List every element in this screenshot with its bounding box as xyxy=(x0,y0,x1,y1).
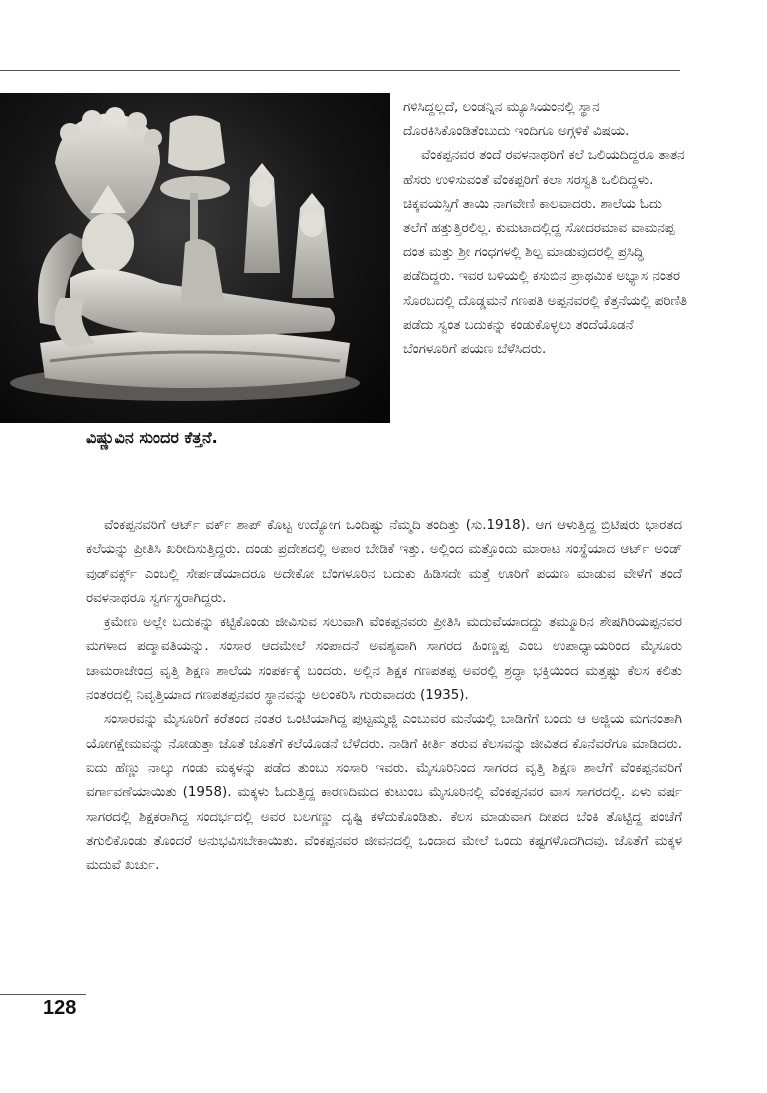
main-paragraph-1: ವೆಂಕಪ್ಪನವರಿಗೆ ಆರ್ಟ್ ವರ್ಕ್ ಶಾಪ್ ಕೊಟ್ಟ ಉದ್ಯೋಗ ಒಂದಿಷ್ಟು ನೆಮ್ಮದಿ ತಂದಿತ್ತು (ಸು.1918). ಆಗ ಆಳುತ್ತಿದ್ದ ಬ್ರಿಟಿಷರು ಭಾರತದ ಕಲೆಯನ್ನು ಪ್ರೀತಿಸಿ ಖರೀದಿಸುತ್ತಿದ್ದರು. ದಂಡು ಪ್ರದೇಶದಲ್ಲಿ ಅಪಾರ ಬೇಡಿಕೆ ಇತ್ತು. ಅಲ್ಲಿಂದ ಮತ್ತೊಂದು ಮಾರಾಟ ಸಂಸ್ಥೆಯಾದ ಆರ್ಟ್ ಅಂಡ್ ವುಡ್‌ವರ್ಕ್ಸ್ ಎಂಬಲ್ಲಿ ಸೇರ್ಪಡೆಯಾದರೂ ಅದೇಕೋ ಬೆಂಗಳೂರಿನ ಬದುಕು ಹಿಡಿಸದೇ ಮತ್ತೆ ಊರಿಗೆ ಪಯಣ ಮಾಡುವ ವೇಳೆಗೆ ತಂದೆ ರವಳನಾಥರೂ ಸ್ವರ್ಗಸ್ಥರಾಗಿದ್ದರು. xyxy=(86,518,682,606)
main-paragraph-2: ಕ್ರಮೇಣ ಅಲ್ಲೇ ಬದುಕನ್ನು ಕಟ್ಟಿಕೊಂಡು ಜೀವಿಸುವ ಸಲುವಾಗಿ ವೆಂಕಪ್ಪನವರು ಪ್ರೀತಿಸಿ ಮದುವೆಯಾದದ್ದು ತಮ್ಮೂರಿನ ಶೇಷಗಿರಿಯಪ್ಪನವರ ಮಗಳಾದ ಪದ್ಮಾವತಿಯನ್ನು. ಸಂಸಾರ ಆದಮೇಲೆ ಸಂಪಾದನೆ ಅವಶ್ಯವಾಗಿ ಸಾಗರದ ಹಿಂಣ್ಣಪ್ಪ ಎಂಬ ಉಪಾಧ್ಯಾಯರಿಂದ ಮೈಸೂರು ಚಾಮರಾಜೇಂದ್ರ ವೃತ್ತಿ ಶಿಕ್ಷಣ ಶಾಲೆಯ ಸಂಪರ್ಕಕ್ಕೆ ಬಂದರು. ಅಲ್ಲಿನ ಶಿಕ್ಷಕ ಗಣಪತಪ್ಪ ಅವರಲ್ಲಿ ಶ್ರದ್ಧಾ ಭಕ್ತಿಯಿಂದ ಮತ್ತಷ್ಟು ಕೆಲಸ ಕಲಿತು ನಂತರದಲ್ಲಿ ನಿವೃತ್ತಿಯಾದ ಗಣಪತಪ್ಪನವರ ಸ್ಥಾನವನ್ನು ಅಲಂಕರಿಸಿ ಗುರುವಾದರು (1935). xyxy=(86,615,682,704)
top-rule xyxy=(0,70,680,71)
reclining-vishnu-sculpture-image xyxy=(0,93,390,423)
image-caption: ವಿಷ್ಣುವಿನ ಸುಂದರ ಕೆತ್ತನೆ. xyxy=(86,428,218,447)
bottom-rule xyxy=(0,994,86,995)
page-number: 128 xyxy=(43,997,77,1019)
main-text-column xyxy=(86,514,682,878)
side-text-column xyxy=(403,96,688,362)
side-paragraph-2: ವೆಂಕಪ್ಪನವರ ತಂದೆ ರವಳನಾಥರಿಗೆ ಕಲೆ ಒಲಿಯದಿದ್ದರೂ ತಾತನ ಹೆಸರು ಉಳಿಸುವಂತೆ ವೆಂಕಪ್ಪರಿಗೆ ಕಲಾ ಸರಸ್ವತಿ ಒಲಿದಿದ್ದಳು. ಚಿಕ್ಕವಯಸ್ಸಿಗೆ ತಾಯಿ ನಾಗವೇಣಿ ಕಾಲವಾದರು. ಶಾಲೆಯ ಓದು ತಲೆಗೆ ಹತ್ತುತ್ತಿರಲಿಲ್ಲ. ಕುಮಟಾದಲ್ಲಿದ್ದ ಸೋದರಮಾವ ವಾಮನಪ್ಪ ದಂತ ಮತ್ತು ಶ್ರೀ ಗಂಧಗಳಲ್ಲಿ ಶಿಲ್ಪ ಮಾಡುವುದರಲ್ಲಿ ಪ್ರಸಿದ್ಧಿ ಪಡೆದಿದ್ದರು. ಇವರ ಬಳಿಯಲ್ಲಿ ಕಸುಬಿನ ಪ್ರಾಥಮಿಕ ಅಭ್ಯಾಸ ನಂತರ ಸೊರಬದಲ್ಲಿ ದೊಡ್ಡಮನೆ ಗಣಪತಿ ಅಪ್ಪನವರಲ್ಲಿ ಕೆತ್ತನೆಯಲ್ಲಿ ಪರಿಣಿತಿ ಪಡೆದು ಸ್ವಂತ ಬದುಕನ್ನು ಕಂಡುಕೊಳ್ಳಲು ತಂದೆಯೊಡನೆ ಬೆಂಗಳೂರಿಗೆ ಪಯಣ ಬೆಳೆಸಿದರು. xyxy=(403,148,688,358)
side-paragraph-1: ಗಳಿಸಿದ್ದಲ್ಲದೆ, ಲಂಡನ್ನಿನ ಮ್ಯೂಸಿಯಂನಲ್ಲಿ ಸ್ಥಾನ ದೊರಕಿಸಿಕೊಂಡಿತೆಂಬುದು ಇಂದಿಗೂ ಅಗ್ಗಳಿಕೆ ವಿಷಯ. xyxy=(403,100,630,140)
main-paragraph-3: ಸಂಸಾರವನ್ನು ಮೈಸೂರಿಗೆ ಕರೆತಂದ ನಂತರ ಒಂಟಿಯಾಗಿದ್ದ ಪುಟ್ಟಮ್ಮಜ್ಜಿ ಎಂಬುವರ ಮನೆಯಲ್ಲಿ ಬಾಡಿಗೆಗೆ ಬಂದು ಆ ಅಜ್ಜಿಯ ಮಗನಂತಾಗಿ ಯೋಗಕ್ಷೇಮವನ್ನು ನೋಡುತ್ತಾ ಜೊತೆ ಜೊತೆಗೆ ಕಲೆಯೊಡನೆ ಬೆಳೆದರು. ನಾಡಿಗೆ ಕೀರ್ತಿ ತರುವ ಕೆಲಸವನ್ನು ಜೀವಿತದ ಕೊನೆವರೆಗೂ ಮಾಡಿದರು. ಐದು ಹೆಣ್ಣು ನಾಲ್ಕು ಗಂಡು ಮಕ್ಕಳನ್ನು ಪಡೆದ ತುಂಬು ಸಂಸಾರಿ ಇವರು. ಮೈಸೂರಿನಿಂದ ಸಾಗರದ ವೃತ್ತಿ ಶಿಕ್ಷಣ ಶಾಲೆಗೆ ವೆಂಕಪ್ಪನವರಿಗೆ ವರ್ಗಾವಣೆಯಾಯಿತು (1958). ಮಕ್ಕಳು ಓದುತ್ತಿದ್ದ ಕಾರಣದಿಮದ ಕುಟುಂಬ ಮೈಸೂರಿನಲ್ಲಿ ವೆಂಕಪ್ಪನವರ ವಾಸ ಸಾಗರದಲ್ಲಿ. ಏಳು ವರ್ಷ ಸಾಗರದಲ್ಲಿ ಶಿಕ್ಷಕರಾಗಿದ್ದ ಸಂದರ್ಭದಲ್ಲಿ ಅವರ ಬಲಗಣ್ಣು ದೃಷ್ಟಿ ಕಳೆದುಕೊಂಡಿತು. ಕೆಲಸ ಮಾಡುವಾಗ ದೀಪದ ಬೆಂಕಿ ತೊಟ್ಟಿದ್ದ ಪಂಚೆಗೆ ತಗುಲಿಕೊಂಡು ತೊಂದರೆ ಅನುಭವಿಸಬೇಕಾಯಿತು. ವೆಂಕಪ್ಪನವರ ಜೀವನದಲ್ಲಿ ಒಂದಾದ ಮೇಲೆ ಒಂದು ಕಷ್ಟಗಳೊದಗಿದವು. ಜೊತೆಗೆ ಮಕ್ಕಳ ಮದುವೆ ಖರ್ಚು. xyxy=(86,712,682,874)
